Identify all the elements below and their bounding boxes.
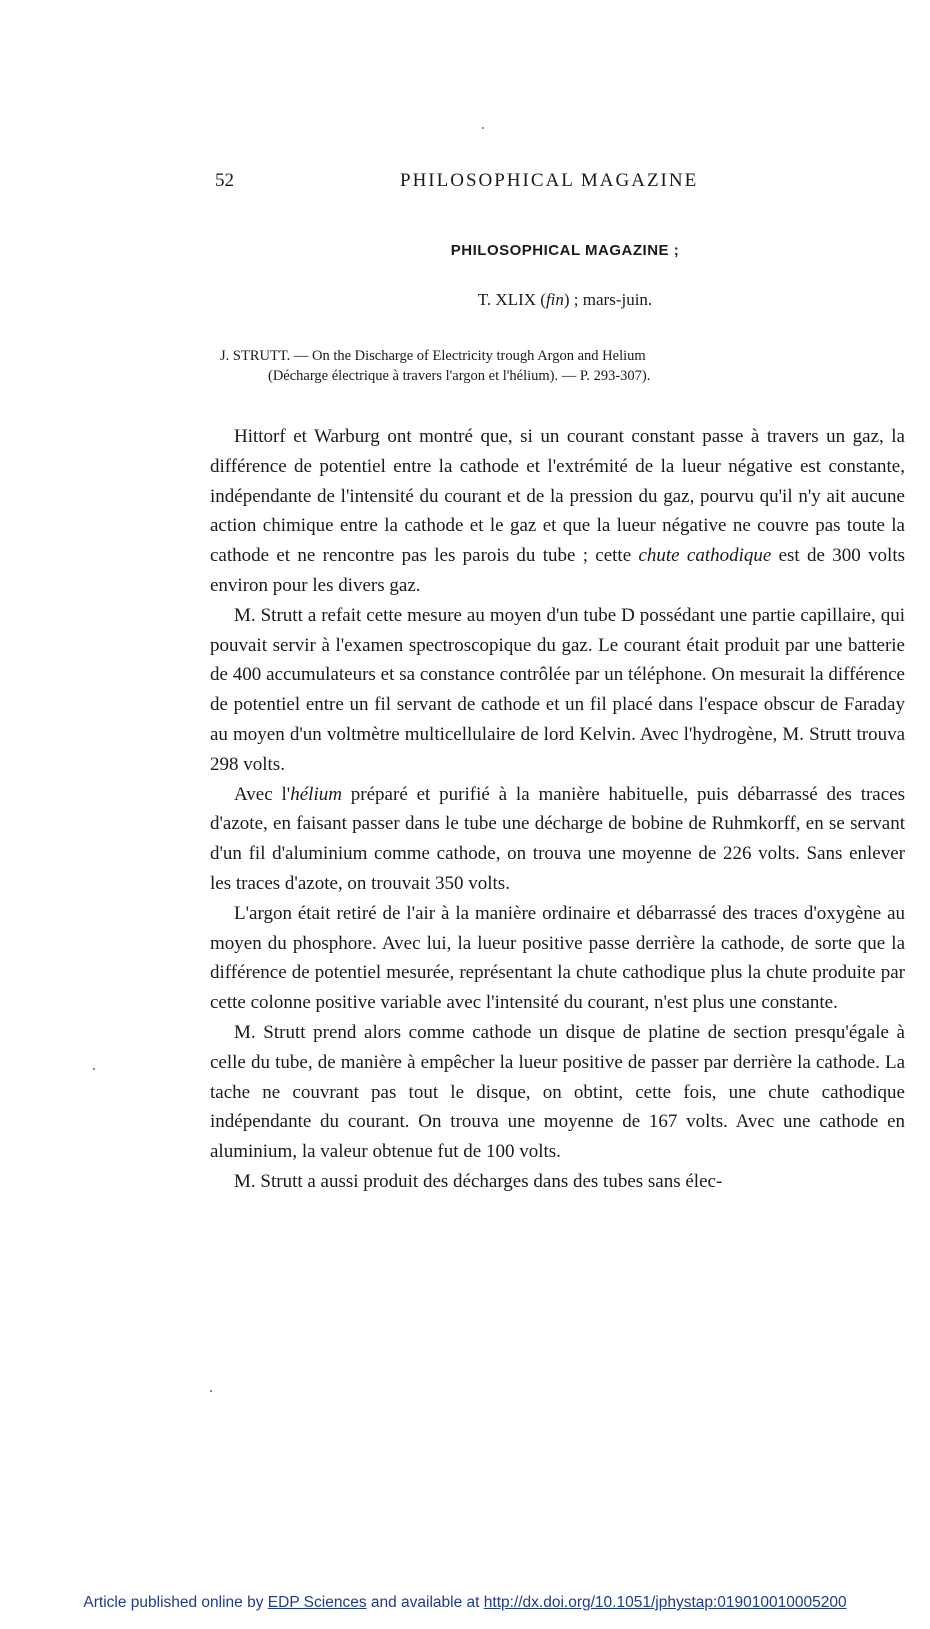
journal-title: PHILOSOPHICAL MAGAZINE ; xyxy=(450,242,680,259)
publisher-link[interactable]: EDP Sciences xyxy=(267,1594,367,1611)
paragraph-5: M. Strutt prend alors comme cathode un disque de platine de section presqu'égale à celle du tube, de manière à empêcher la lueur positive de passer par derrière la cathode. La tache ne couvrant pas tout le disque, on obtint, cette fois, une chute cathodique indépendante du courant. On trouva une moyenne de 167 volts. Avec une cathode en aluminium, la valeur obtenue fut de 100 volts. xyxy=(210,1021,905,1163)
footer-prefix: Article published online by xyxy=(83,1594,268,1611)
volume-line xyxy=(0,290,930,310)
volume-prefix: T. XLIX ( xyxy=(477,290,546,309)
article-body xyxy=(210,422,905,1197)
reference-line-2: (Décharge électrique à travers l'argon et l'hélium). — P. 293-307). xyxy=(268,368,651,384)
volume-italic: fin xyxy=(545,290,564,309)
paragraph-6: M. Strutt a aussi produit des décharges dans des tubes sans élec- xyxy=(234,1170,723,1192)
reference-line-1: J. STRUTT. — On the Discharge of Electricity trough Argon and Helium xyxy=(220,348,646,364)
paragraph-2: M. Strutt a refait cette mesure au moyen d'un tube D possédant une partie capillaire, qui pouvait servir à l'examen spectroscopique du gaz. Le courant était produit par une batterie de 400 accumulateurs et sa constance contrôlée par un téléphone. On mesurait la différence de potentiel entre un fil servant de cathode et un fil placé dans l'espace obscur de Faraday au moyen d'un voltmètre multicellulaire de lord Kelvin. Avec l'hydrogène, M. Strutt trouva 298 volts. xyxy=(210,604,905,775)
scan-speck xyxy=(210,1390,212,1392)
publication-footer xyxy=(0,1594,930,1612)
article-reference xyxy=(220,346,900,386)
scan-speck xyxy=(93,1068,95,1070)
italic-term: chute cathodique xyxy=(638,545,772,567)
volume-suffix: ) ; mars-juin. xyxy=(563,290,653,309)
paragraph-text: Avec l' xyxy=(234,783,291,805)
paragraph-4: L'argon était retiré de l'air à la manière ordinaire et débarrassé des traces d'oxygène au moyen du phosphore. Avec lui, la lueur positive passe derrière la cathode, de sorte que la différence de potentiel mesurée, représentant la chute cathodique plus la chute produite par cette colonne positive variable avec l'intensité du courant, n'est plus une constante. xyxy=(210,902,905,1014)
doi-link[interactable]: http://dx.doi.org/10.1051/jphystap:019010010005200 xyxy=(483,1594,847,1611)
paragraph-text: préparé et purifié à la manière habituelle, puis débarrassé des traces d'azote, en faisant passer dans le tube une décharge de bobine de Ruhmkorff, en se servant d'un fil d'aluminium comme cathode, on trouva une moyenne de 226 volts. Sans enlever les traces d'azote, on trouvait 350 volts. xyxy=(210,783,905,894)
paragraph-text: est de 300 volts environ pour les divers gaz. xyxy=(210,545,905,596)
scan-speck xyxy=(482,127,484,129)
footer-middle: and available at xyxy=(366,1594,484,1611)
paragraph-text: Hittorf et Warburg ont montré que, si un courant constant passe à travers un gaz, la différence de potentiel entre la cathode et l'extrémité de la lueur négative est constante, indépendante de l'intensité du courant et de la pression du gaz, pourvu qu'il n'y ait aucune action chimique entre la cathode et le gaz et que la lueur négative ne couvre pas toute la cathode et ne rencontre pas les parois du tube ; cette xyxy=(210,426,905,567)
paragraph-1 xyxy=(210,422,905,601)
running-head xyxy=(215,170,735,196)
running-title: PHILOSOPHICAL MAGAZINE xyxy=(400,170,699,191)
page-number: 52 xyxy=(215,170,234,191)
italic-term: hélium xyxy=(290,783,342,805)
paragraph-3 xyxy=(210,780,905,899)
